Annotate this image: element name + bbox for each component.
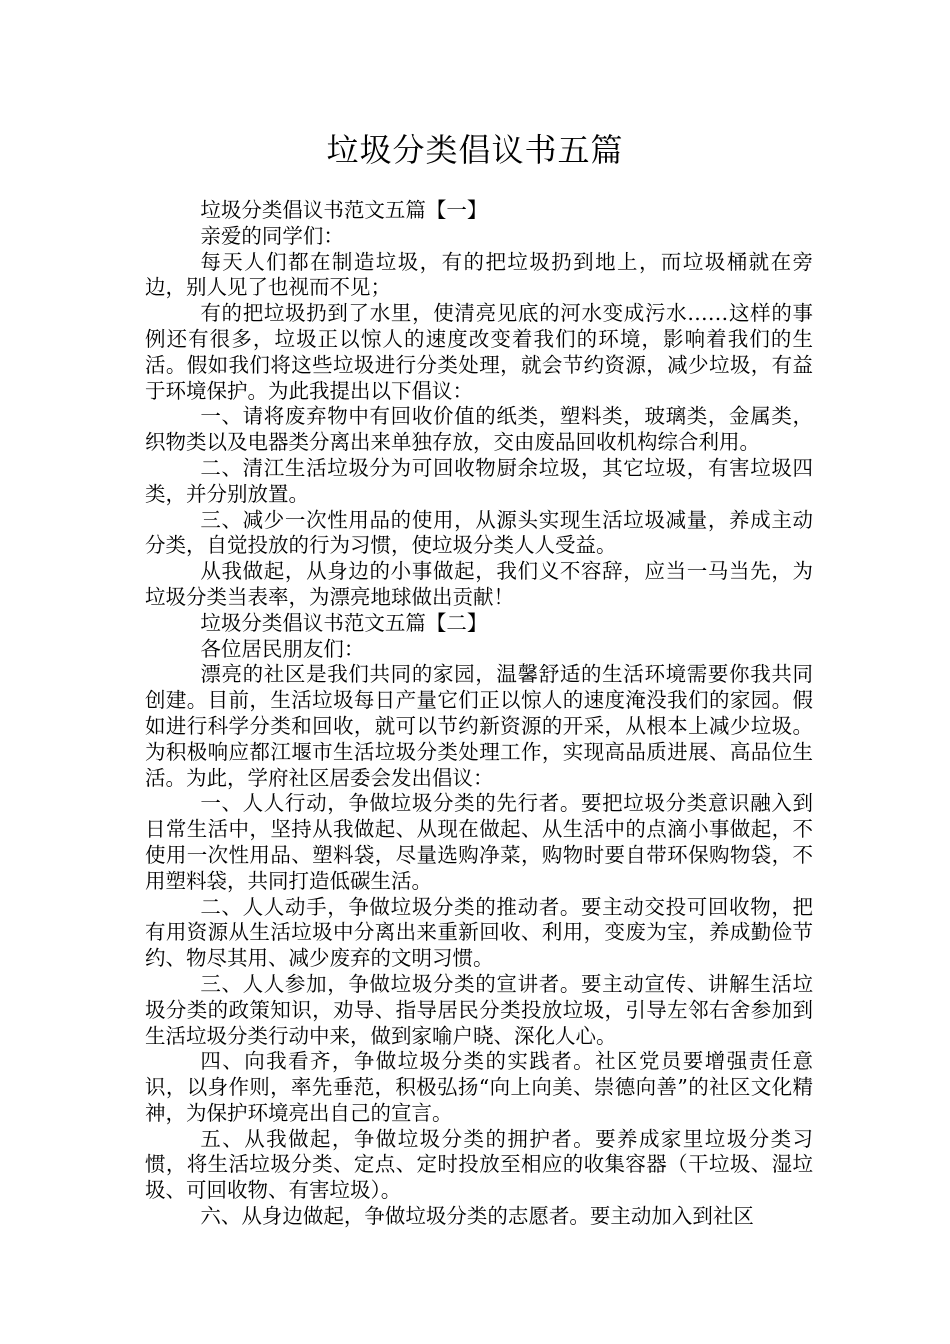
paragraph: 每天人们都在制造垃圾，有的把垃圾扔到地上，而垃圾桶就在旁边，别人见了也视而不见； [145,249,813,300]
paragraph: 从我做起，从身边的小事做起，我们义不容辞，应当一马当先，为垃圾分类当表率，为漂亮地球做出贡献！ [145,559,813,609]
paragraph: 有的把垃圾扔到了水里，使清亮见底的河水变成污水……这样的事例还有很多，垃圾正以惊人的速度改变着我们的环境，影响着我们的生活。假如我们将这些垃圾进行分类处理，就会节约资源，减少垃圾，有益于环境保护。为此我提出以下倡议： [145,301,813,403]
salutation-students: 亲爱的同学们： [200,223,344,248]
section-heading-2: 垃圾分类倡议书范文五篇【二】 [200,610,488,635]
paragraph: 漂亮的社区是我们共同的家园，温馨舒适的生活环境需要你我共同创建。目前，生活垃圾每日产量它们正以惊人的速度淹没我们的家园。假如进行科学分类和回收，就可以节约新资源的开采，从根本上减少垃圾。为积极响应都江堰市生活垃圾分类处理工作，实现高品质进展、高品位生活。为此，学府社区居委会发出倡议： [145,662,813,790]
section-heading-1: 垃圾分类倡议书范文五篇【一】 [200,198,488,222]
proposal-item-2: 二、清江生活垃圾分为可回收物厨余垃圾，其它垃圾，有害垃圾四类，并分别放置。 [145,455,813,506]
proposal-item-5: 五、从我做起，争做垃圾分类的拥护者。要养成家里垃圾分类习惯，将生活垃圾分类、定点、定时投放至相应的收集容器（干垃圾、湿垃圾、可回收物、有害垃圾）。 [145,1126,813,1203]
salutation-residents: 各位居民朋友们： [200,636,365,661]
proposal-item-2: 二、人人动手，争做垃圾分类的推动者。要主动交投可回收物，把有用资源从生活垃圾中分离出来重新回收、利用，变废为宝，养成勤俭节约、物尽其用、减少废弃的文明习惯。 [145,894,813,971]
proposal-item-3: 三、减少一次性用品的使用，从源头实现生活垃圾减量，养成主动分类，自觉投放的行为习惯，使垃圾分类人人受益。 [145,507,813,558]
proposal-item-3: 三、人人参加，争做垃圾分类的宣讲者。要主动宣传、讲解生活垃圾分类的政策知识，劝导、指导居民分类投放垃圾，引导左邻右舍参加到生活垃圾分类行动中来，做到家喻户晓、深化人心。 [145,971,813,1048]
document-body [145,198,813,1230]
document-title: 垃圾分类倡议书五篇 [326,131,624,169]
proposal-item-1: 一、请将废弃物中有回收价值的纸类，塑料类，玻璃类，金属类，织物类以及电器类分离出来单独存放，交由废品回收机构综合利用。 [145,404,813,455]
proposal-item-4: 四、向我看齐，争做垃圾分类的实践者。社区党员要增强责任意识，以身作则，率先垂范，积极弘扬“向上向美、崇德向善”的社区文化精神，为保护环境亮出自己的宣言。 [145,1049,813,1125]
proposal-item-1: 一、人人行动，争做垃圾分类的先行者。要把垃圾分类意识融入到日常生活中，坚持从我做起、从现在做起、从生活中的点滴小事做起，不使用一次性用品、塑料袋，尽量选购净菜，购物时要自带环保购物袋，不用塑料袋，共同打造低碳生活。 [145,791,813,893]
proposal-item-6: 六、从身边做起，争做垃圾分类的志愿者。要主动加入到社区 [200,1204,754,1229]
